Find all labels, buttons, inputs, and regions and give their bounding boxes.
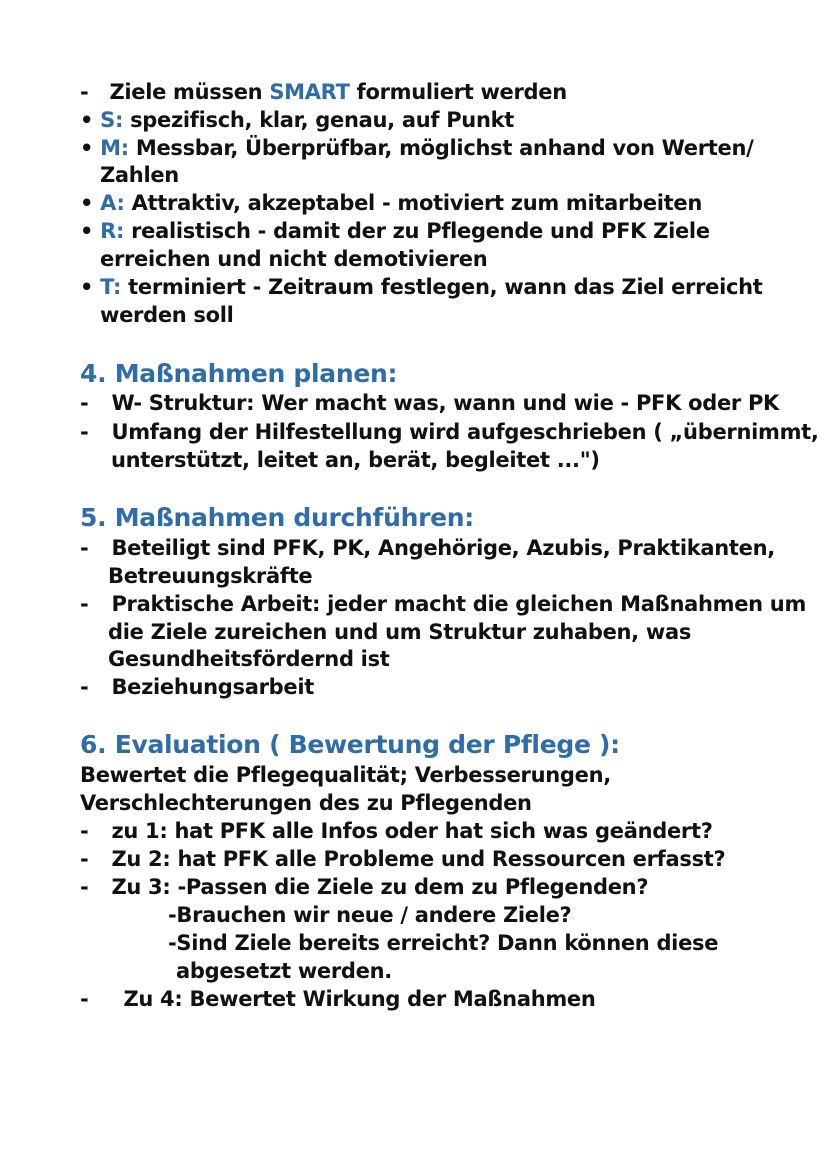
- smart-letter: A:: [100, 191, 125, 215]
- smart-item-t-cont: werden soll: [100, 303, 234, 327]
- list-text: zu 1: hat PFK alle Infos oder hat sich was geändert?: [111, 819, 713, 843]
- smart-text: Messbar, Überprüfbar, möglichst anhand von Werten/: [135, 136, 754, 160]
- dash: -: [80, 847, 89, 871]
- section-4-line-2: [80, 418, 819, 446]
- list-text: Zu 4: Bewertet Wirkung der Maßnahmen: [123, 987, 596, 1011]
- dash: -: [80, 987, 89, 1011]
- list-text: Zu 3: -Passen die Ziele zu dem zu Pflegenden?: [111, 875, 649, 899]
- section-5-line-1-cont: Betreuungskräfte: [108, 564, 313, 588]
- section-4-title: 4. Maßnahmen planen:: [80, 359, 398, 388]
- bullet: •: [80, 275, 94, 299]
- smart-item-m: [80, 134, 754, 162]
- section-4-line-1: [80, 389, 779, 417]
- dash: -: [80, 592, 89, 616]
- dash: -: [80, 875, 89, 899]
- section-6-q1: [80, 817, 713, 845]
- list-text: Beteiligt sind PFK, PK, Angehörige, Azubis, Praktikanten,: [111, 536, 775, 560]
- smart-item-a: [80, 189, 702, 217]
- dash: -: [80, 420, 89, 444]
- smart-item-r: [80, 217, 710, 245]
- section-6-title: 6. Evaluation ( Bewertung der Pflege ):: [80, 730, 620, 759]
- smart-letter: S:: [100, 108, 124, 132]
- section-6-intro-1: Bewertet die Pflegequalität; Verbesserungen,: [80, 763, 611, 787]
- smart-text: realistisch - damit der zu Pflegende und PFK Ziele: [131, 219, 710, 243]
- list-text: Beziehungsarbeit: [111, 675, 314, 699]
- smart-intro: [80, 78, 567, 106]
- dash: -: [80, 391, 89, 415]
- smart-text: spezifisch, klar, genau, auf Punkt: [130, 108, 515, 132]
- dash: -: [80, 80, 89, 104]
- smart-letter: R:: [100, 219, 125, 243]
- section-6-q3: [80, 873, 648, 901]
- section-5-line-2: [80, 590, 806, 618]
- smart-text: Attraktiv, akzeptabel - motiviert zum mitarbeiten: [131, 191, 702, 215]
- section-5-line-1: [80, 534, 775, 562]
- bullet: •: [80, 191, 94, 215]
- section-4-line-2-cont: unterstützt, leitet an, berät, begleitet ..."): [111, 448, 600, 472]
- smart-item-s: [80, 106, 514, 134]
- smart-letter: T:: [100, 275, 122, 299]
- section-6-q3-c: -Sind Ziele bereits erreicht? Dann können diese: [168, 931, 719, 955]
- list-text: Zu 2: hat PFK alle Probleme und Ressourcen erfasst?: [111, 847, 726, 871]
- dash: -: [80, 675, 89, 699]
- section-6-q4: [80, 985, 596, 1013]
- list-text: Praktische Arbeit: jeder macht die gleichen Maßnahmen um: [111, 592, 807, 616]
- section-6-q2: [80, 845, 725, 873]
- section-6-q3-b: -Brauchen wir neue / andere Ziele?: [168, 903, 572, 927]
- section-5-title: 5. Maßnahmen durchführen:: [80, 503, 474, 532]
- smart-text: terminiert - Zeitraum festlegen, wann das Ziel erreicht: [128, 275, 763, 299]
- section-5-line-3: [80, 673, 314, 701]
- bullet: •: [80, 136, 94, 160]
- smart-letter: M:: [100, 136, 129, 160]
- smart-item-r-cont: erreichen und nicht demotivieren: [100, 247, 488, 271]
- bullet: •: [80, 108, 94, 132]
- section-5-line-2-cont-a: die Ziele zureichen und um Struktur zuhaben, was: [108, 620, 692, 644]
- smart-intro-pre: Ziele müssen: [109, 80, 263, 104]
- smart-item-t: [80, 273, 763, 301]
- smart-intro-post: formuliert werden: [356, 80, 567, 104]
- section-6-intro-2: Verschlechterungen des zu Pflegenden: [80, 791, 532, 815]
- bullet: •: [80, 219, 94, 243]
- dash: -: [80, 536, 89, 560]
- dash: -: [80, 819, 89, 843]
- list-text: Umfang der Hilfestellung wird aufgeschrieben ( „übernimmt,: [111, 420, 819, 444]
- section-5-line-2-cont-b: Gesundheitsfördernd ist: [108, 647, 390, 671]
- smart-item-m-cont: Zahlen: [100, 163, 179, 187]
- section-6-q3-d: abgesetzt werden.: [176, 959, 392, 983]
- list-text: W- Struktur: Wer macht was, wann und wie - PFK oder PK: [111, 391, 780, 415]
- smart-word: SMART: [269, 80, 350, 104]
